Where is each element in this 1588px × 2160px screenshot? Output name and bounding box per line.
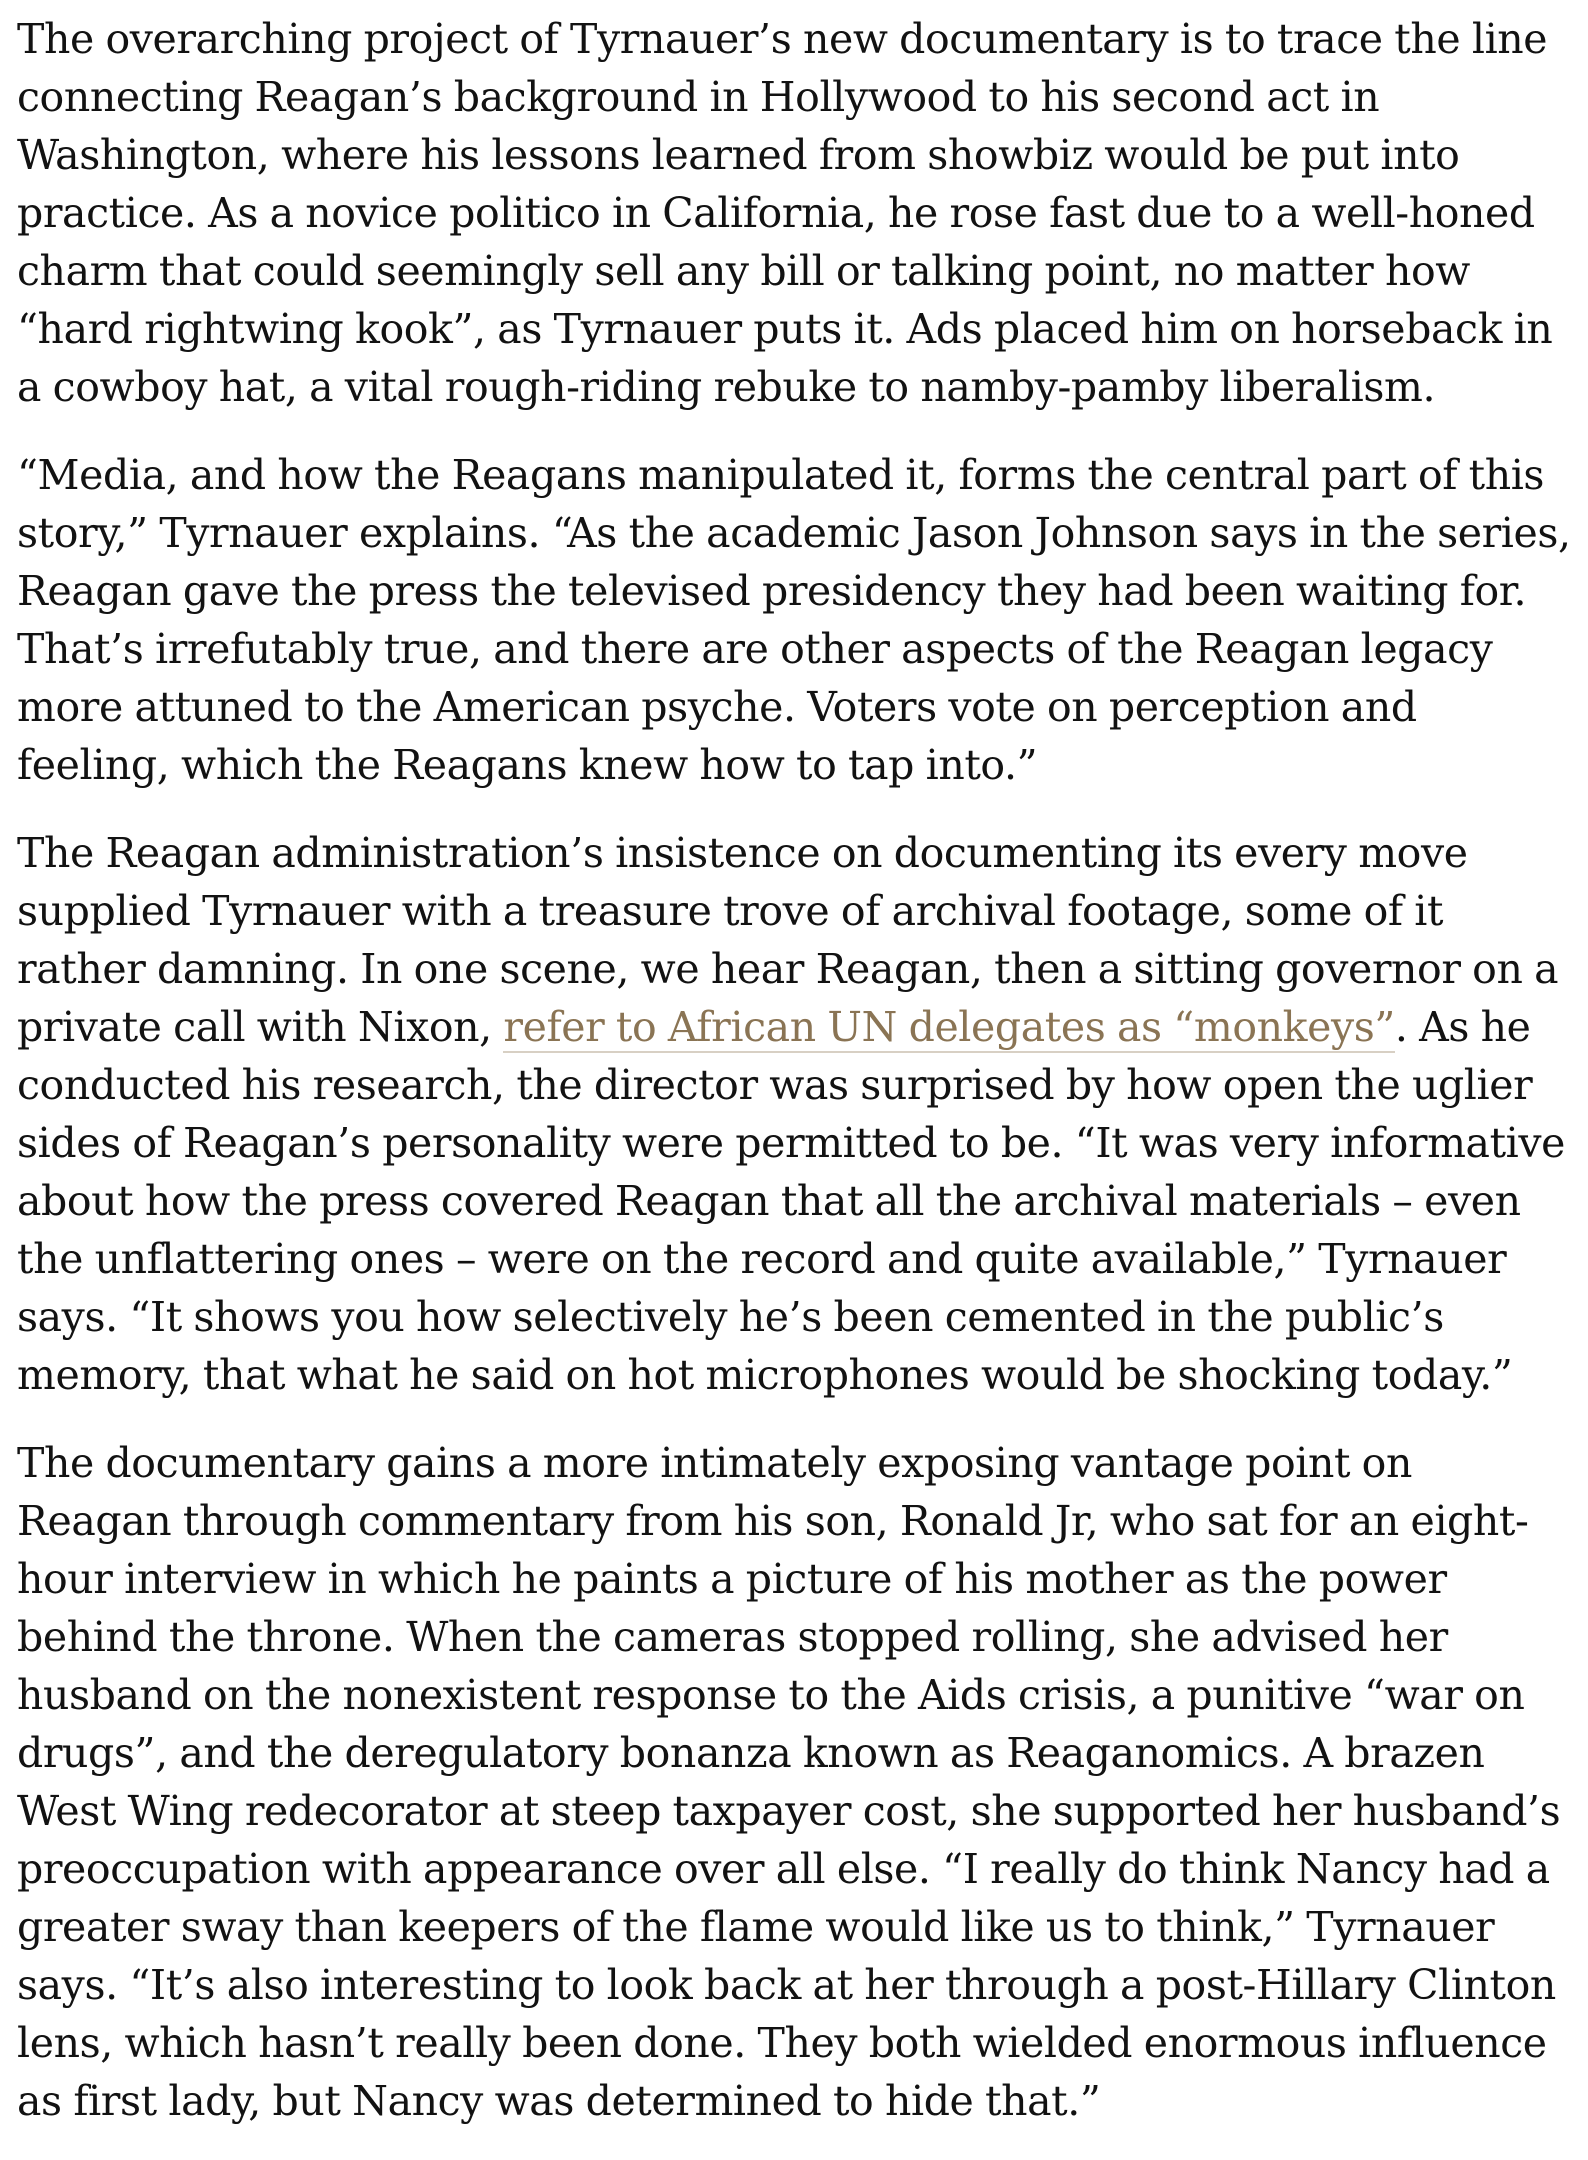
paragraph-3-text-after: . As he conducted his research, the director was surprised by how open the uglier sides of Reagan’s personality were permitted to be. “It was very informative about how the press covered Reagan that all the archival materials – even the unflattering ones – were on the record and quite available,” Tyrnauer says. “It shows you how selectively he’s been cemented in the public’s memory, that what he said on hot microphones would be shocking today.”: [17, 1003, 1566, 1399]
paragraph-2: “Media, and how the Reagans manipulated it, forms the central part of this story,” Tyrnauer explains. “As the academic Jason Johnson says in the series, Reagan gave the press the televised presidency they had been waiting for. That’s irrefutably true, and there are other aspects of the Reagan legacy more attuned to the American psyche. Voters vote on perception and feeling, which the Reagans knew how to tap into.”: [17, 451, 1571, 789]
paragraph-3-text-before: The Reagan administration’s insistence on documenting its every move supplied Tyrnauer with a treasure trove of archival footage, some of it rather damning. In one scene, we hear Reagan, then a sitting governor on a private call with Nixon,: [17, 829, 1559, 1051]
article-body: [17, 10, 1577, 2160]
monkeys-call-link[interactable]: refer to African UN delegates as “monkeys”: [503, 1003, 1395, 1051]
paragraph-1: The overarching project of Tyrnauer’s new documentary is to trace the line connecting Reagan’s background in Hollywood to his second act in Washington, where his lessons learned from showbiz would be put into practice. As a novice politico in California, he rose fast due to a well-honed charm that could seemingly sell any bill or talking point, no matter how “hard rightwing kook”, as Tyrnauer puts it. Ads placed him on horseback in a cowboy hat, a vital rough-riding rebuke to namby-pamby liberalism.: [17, 15, 1553, 411]
paragraph-3: [17, 824, 1577, 1404]
paragraph-4: The documentary gains a more intimately exposing vantage point on Reagan through commentary from his son, Ronald Jr, who sat for an eight-hour interview in which he paints a picture of his mother as the power behind the throne. When the cameras stopped rolling, she advised her husband on the nonexistent response to the Aids crisis, a punitive “war on drugs”, and the deregulatory bonanza known as Reaganomics. A brazen West Wing redecorator at steep taxpayer cost, she supported her husband’s preoccupation with appearance over all else. “I really do think Nancy had a greater sway than keepers of the flame would like us to think,” Tyrnauer says. “It’s also interesting to look back at her through a post-Hillary Clinton lens, which hasn’t really been done. They both wielded enormous influence as first lady, but Nancy was determined to hide that.”: [17, 1439, 1561, 2125]
